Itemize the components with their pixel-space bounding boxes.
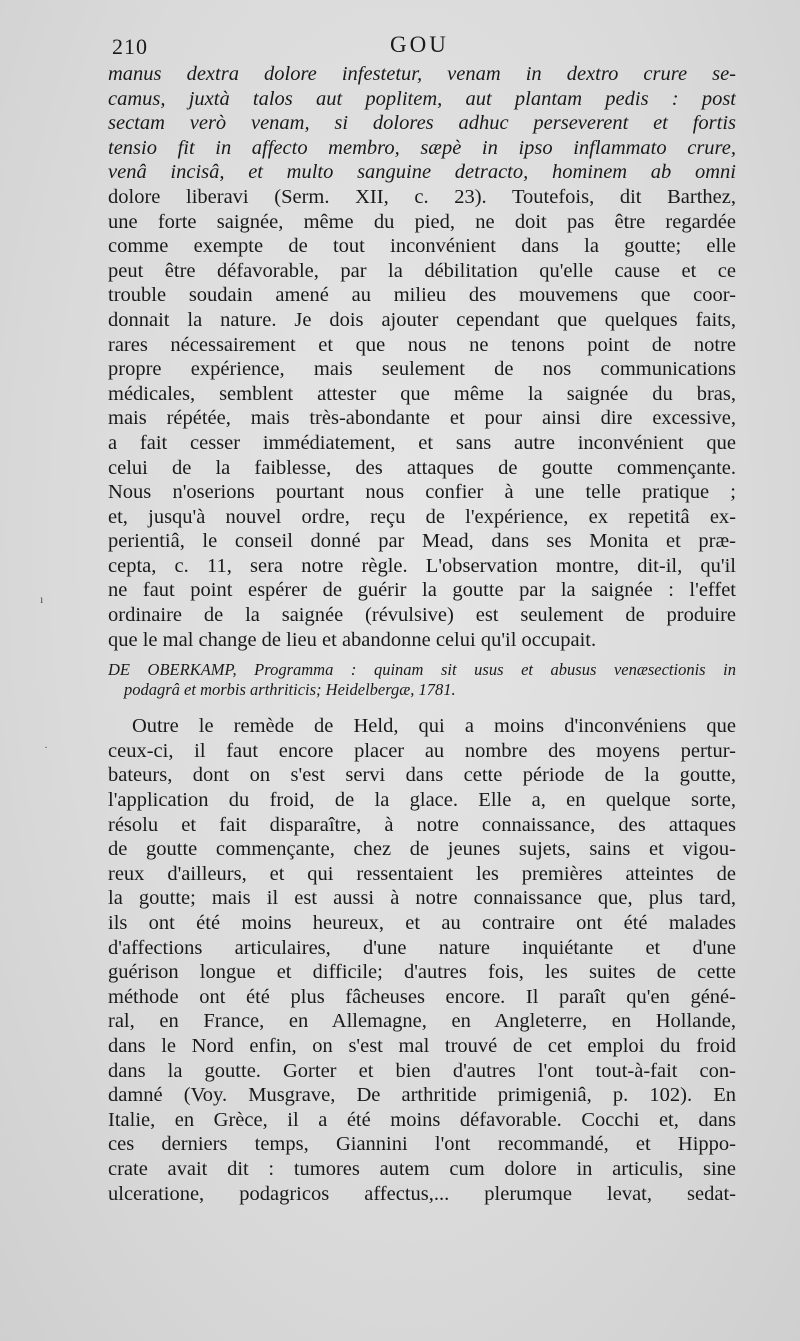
text-line: médicales, semblent attester que même la saignée du bras, [108, 382, 736, 405]
page-header [108, 32, 736, 62]
text-line: comme exempte de tout inconvénient dans la goutte; elle [108, 235, 736, 258]
text-line: Outre le remède de Held, qui a moins d'inconvéniens que [132, 715, 736, 738]
text-line: celui de la faiblesse, des attaques de goutte commençante. [108, 456, 736, 479]
text-line: l'application du froid, de la glace. Elle a, en quelque sorte, [108, 789, 736, 812]
text-line: ulceratione, podagricos affectus,... plerumque levat, sedat- [108, 1182, 736, 1205]
text-line: a fait cesser immédiatement, et sans autre inconvénient que [108, 431, 736, 454]
text-line: cepta, c. 11, sera notre règle. L'observation montre, dit-il, qu'il [108, 554, 736, 577]
text-line: ils ont été moins heureux, et au contraire ont été malades [108, 912, 736, 934]
text-line: crate avait dit : tumores autem cum dolore in articulis, sine [108, 1157, 736, 1180]
paragraph-1 [108, 62, 736, 652]
text-line: ceux-ci, il faut encore placer au nombre des moyens pertur- [108, 739, 736, 762]
text-line: dans la goutte. Gorter et bien d'autres l'ont tout-à-fait con- [108, 1059, 736, 1082]
text-line: ne faut point espérer de guérir la goutte par la saignée : l'effet [108, 579, 736, 602]
margin-speck: · [44, 740, 48, 754]
text-line: guérison longue et difficile; d'autres fois, les suites de cette [108, 961, 736, 984]
text-line: camus, juxtà talos aut poplitem, aut plantam pedis : post [108, 87, 736, 110]
page-number: 210 [112, 34, 148, 59]
text-line: que le mal change de lieu et abandonne celui qu'il occupait. [108, 628, 597, 651]
text-line: perientiâ, le conseil donné par Mead, dans ses Monita et præ- [108, 530, 736, 553]
body-text [108, 62, 736, 1206]
bibliographic-reference [108, 660, 736, 700]
text-line: Italie, en Grèce, il a été moins défavorable. Cocchi et, dans [108, 1108, 736, 1131]
text-line: manus dextra dolore infestetur, venam in dextro crure se- [108, 63, 736, 85]
text-line: damné (Voy. Musgrave, De arthritide primigeniâ, p. 102). En [108, 1084, 736, 1107]
text-line: ordinaire de la saignée (révulsive) est seulement de produire [108, 604, 736, 627]
text-line: ral, en France, en Allemagne, en Angleterre, en Hollande, [108, 1010, 736, 1033]
margin-speck: ı [40, 592, 44, 606]
running-head: GOU [390, 32, 449, 57]
text-line: rares nécessairement et que nous ne tenons point de notre [108, 333, 736, 356]
paragraph-2 [108, 714, 736, 1206]
text-line: trouble soudain amené au milieu des mouvemens que coor- [108, 284, 736, 307]
text-line: reux d'ailleurs, et qui ressentaient les premières atteintes de [108, 862, 736, 885]
text-line: résolu et fait disparaître, à notre connaissance, des attaques [108, 813, 736, 836]
reference-line: DE OBERKAMP, Programma : quinam sit usus et abusus venæsectionis in [108, 660, 736, 680]
text-line: de goutte commençante, chez de jeunes sujets, sains et vigou- [108, 838, 736, 861]
text-line: sectam verò venam, si dolores adhuc perseverent et fortis [108, 112, 736, 135]
text-line: méthode ont été plus fâcheuses encore. Il paraît qu'en géné- [108, 985, 736, 1008]
text-line: une forte saignée, même du pied, ne doit pas être regardée [108, 210, 736, 233]
text-line: donnait la nature. Je dois ajouter cependant que quelques faits, [108, 308, 736, 331]
text-line: tensio fit in affecto membro, sæpè in ipso inflammato crure, [108, 136, 736, 159]
text-line: dans le Nord enfin, on s'est mal trouvé de cet emploi du froid [108, 1034, 736, 1057]
text-line: la goutte; mais il est aussi à notre connaissance que, plus tard, [108, 887, 736, 910]
text-line: dolore liberavi (Serm. XII, c. 23). Toutefois, dit Barthez, [108, 185, 736, 208]
text-line: d'affections articulaires, d'une nature inquiétante et d'une [108, 936, 736, 959]
reference-line: podagrâ et morbis arthriticis; Heidelbergæ, 1781. [124, 680, 456, 700]
text-line: bateurs, dont on s'est servi dans cette période de la goutte, [108, 764, 736, 787]
text-line: propre expérience, mais seulement de nos communications [108, 358, 736, 381]
text-line: mais répétée, mais très-abondante et pour ainsi dire excessive, [108, 407, 736, 430]
text-line: et, jusqu'à nouvel ordre, reçu de l'expérience, ex repetitâ ex- [108, 505, 736, 528]
text-line: venâ incisâ, et multo sanguine detracto, hominem ab omni [108, 161, 736, 184]
text-line: Nous n'oserions pourtant nous confier à une telle pratique ; [108, 481, 736, 504]
text-line: peut être défavorable, par la débilitation qu'elle cause et ce [108, 259, 736, 282]
text-line: ces derniers temps, Giannini l'ont recommandé, et Hippo- [108, 1133, 736, 1156]
